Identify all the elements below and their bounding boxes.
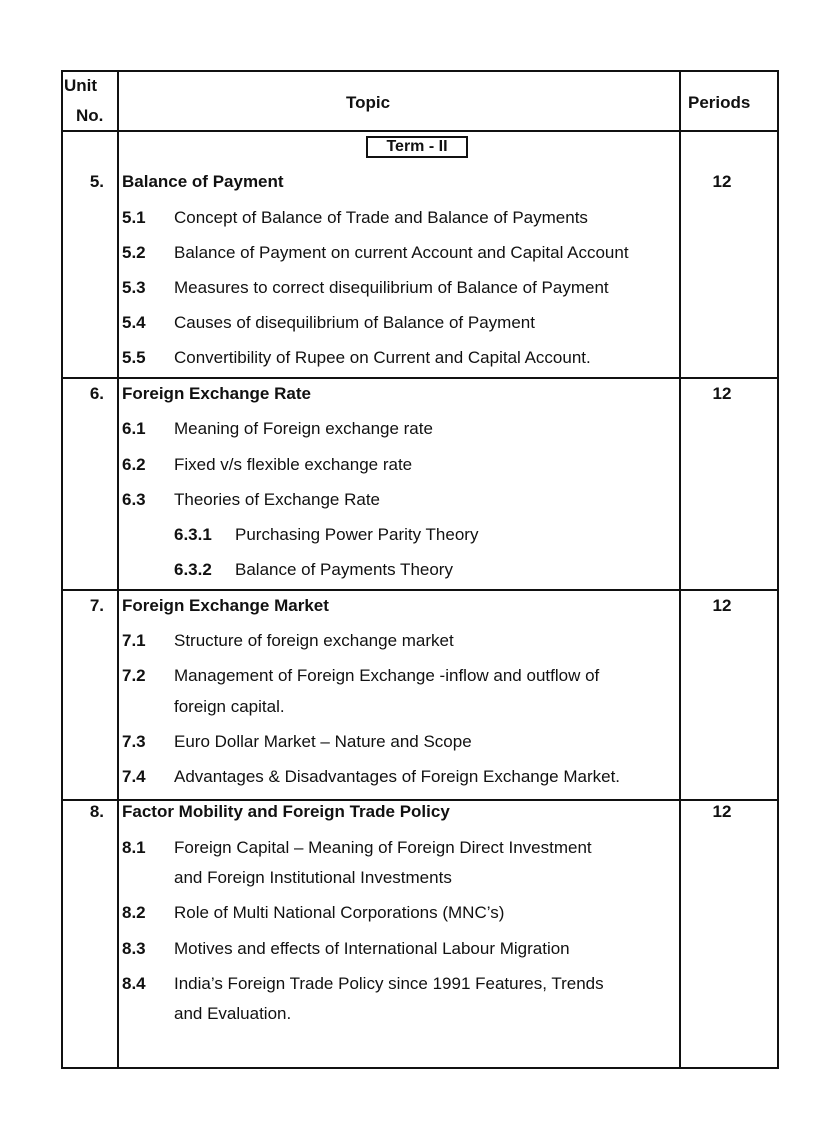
item-number: 8.4 bbox=[122, 974, 146, 993]
item-number: 7.3 bbox=[122, 732, 146, 751]
item-number: 6.1 bbox=[122, 419, 146, 438]
unit-periods: 12 bbox=[712, 172, 732, 191]
unit-number: 8. bbox=[89, 802, 104, 821]
item-number: 7.2 bbox=[122, 666, 146, 685]
item-number: 5.2 bbox=[122, 243, 146, 262]
item-text: Euro Dollar Market – Nature and Scope bbox=[174, 732, 472, 751]
subitem-number: 6.3.1 bbox=[174, 525, 212, 544]
item-text: Management of Foreign Exchange -inflow and outflow of bbox=[174, 666, 600, 685]
item-text: Theories of Exchange Rate bbox=[174, 490, 381, 509]
item-number: 8.1 bbox=[122, 838, 146, 857]
topic-header: Topic bbox=[346, 93, 391, 112]
item-text: Causes of disequilibrium of Balance of Payment bbox=[174, 313, 535, 332]
item-text: Balance of Payment on current Account and Capital Account bbox=[174, 243, 629, 262]
item-text: Meaning of Foreign exchange rate bbox=[174, 419, 433, 438]
item-number: 5.3 bbox=[122, 278, 146, 297]
item-text: Structure of foreign exchange market bbox=[174, 631, 454, 650]
subitem-number: 6.3.2 bbox=[174, 560, 212, 579]
unit-title: Factor Mobility and Foreign Trade Policy bbox=[122, 802, 450, 821]
item-number: 5.5 bbox=[122, 348, 146, 367]
periods-header: Periods bbox=[688, 93, 751, 112]
subitem-text: Balance of Payments Theory bbox=[235, 560, 453, 579]
item-text: Concept of Balance of Trade and Balance of Payments bbox=[174, 208, 588, 227]
column-divider bbox=[679, 72, 681, 1067]
unit-periods: 12 bbox=[712, 596, 732, 615]
item-text: Motives and effects of International Labour Migration bbox=[174, 939, 570, 958]
unit-periods: 12 bbox=[712, 384, 732, 403]
item-text: Fixed v/s flexible exchange rate bbox=[174, 455, 413, 474]
item-number: 6.3 bbox=[122, 490, 146, 509]
unit-periods: 12 bbox=[712, 802, 732, 821]
item-number: 8.3 bbox=[122, 939, 146, 958]
unit-header-line2: No. bbox=[76, 106, 104, 125]
item-text: Convertibility of Rupee on Current and Capital Account. bbox=[174, 348, 591, 367]
row-divider bbox=[63, 799, 777, 801]
unit-number: 7. bbox=[89, 596, 104, 615]
item-number: 7.1 bbox=[122, 631, 146, 650]
term-label: Term - II bbox=[366, 136, 468, 158]
item-text-continued: and Foreign Institutional Investments bbox=[174, 868, 452, 887]
unit-number: 5. bbox=[89, 172, 104, 191]
item-text-continued: foreign capital. bbox=[174, 697, 285, 716]
item-text: Role of Multi National Corporations (MNC’s) bbox=[174, 903, 505, 922]
header-divider bbox=[63, 130, 777, 132]
item-number: 5.1 bbox=[122, 208, 146, 227]
unit-title: Foreign Exchange Rate bbox=[122, 384, 311, 403]
unit-title: Foreign Exchange Market bbox=[122, 596, 329, 615]
item-text: Measures to correct disequilibrium of Balance of Payment bbox=[174, 278, 609, 297]
item-number: 8.2 bbox=[122, 903, 146, 922]
unit-title: Balance of Payment bbox=[122, 172, 284, 191]
row-divider bbox=[63, 589, 777, 591]
item-number: 6.2 bbox=[122, 455, 146, 474]
row-divider bbox=[63, 377, 777, 379]
item-number: 5.4 bbox=[122, 313, 146, 332]
subitem-text: Purchasing Power Parity Theory bbox=[235, 525, 479, 544]
item-number: 7.4 bbox=[122, 767, 146, 786]
unit-header-line1: Unit bbox=[64, 76, 98, 95]
item-text-continued: and Evaluation. bbox=[174, 1004, 292, 1023]
item-text: Advantages & Disadvantages of Foreign Exchange Market. bbox=[174, 767, 621, 786]
unit-number: 6. bbox=[89, 384, 104, 403]
column-divider bbox=[117, 72, 119, 1067]
item-text: India’s Foreign Trade Policy since 1991 Features, Trends bbox=[174, 974, 604, 993]
item-text: Foreign Capital – Meaning of Foreign Direct Investment bbox=[174, 838, 592, 857]
